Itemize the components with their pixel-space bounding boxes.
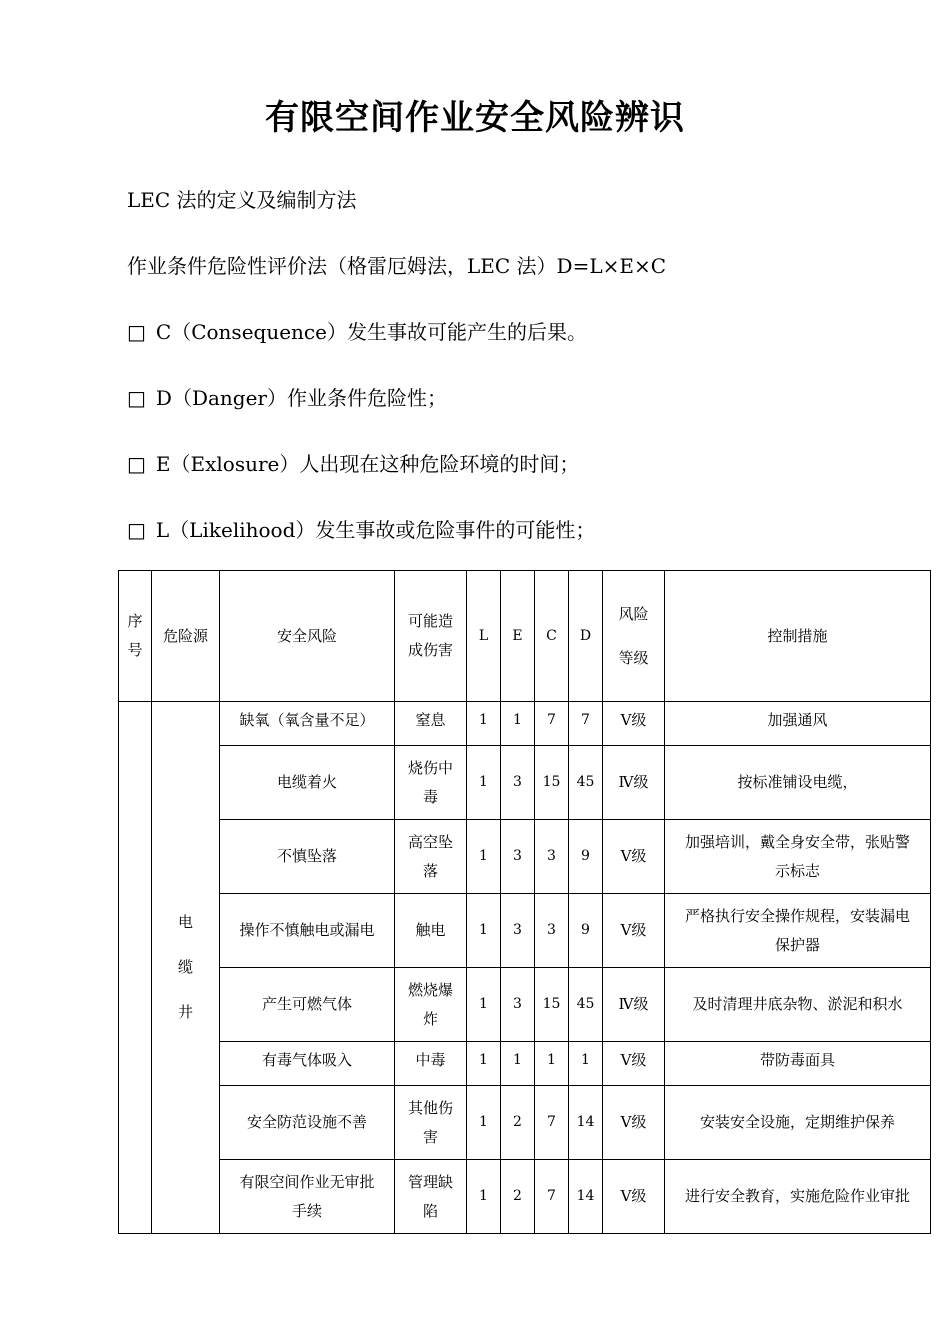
- paragraph-text: LEC 法的定义及编制方法: [127, 188, 357, 212]
- risk-cell: 有毒气体吸入: [220, 1042, 395, 1086]
- measures-cell: 进行安全教育，实施危险作业审批: [665, 1160, 931, 1234]
- e-cell: 2: [501, 1086, 535, 1160]
- c-cell: 15: [535, 746, 569, 820]
- harm-cell: 燃烧爆 炸: [395, 968, 467, 1042]
- table-row: [119, 820, 931, 894]
- measures-cell: 及时清理井底杂物、淤泥和积水: [665, 968, 931, 1042]
- harm-cell: 烧伤中 毒: [395, 746, 467, 820]
- page-title: 有限空间作业安全风险辨识: [265, 98, 685, 138]
- d-cell: 14: [569, 1160, 603, 1234]
- header-c: C: [535, 571, 569, 702]
- harm-cell: 触电: [395, 894, 467, 968]
- exposure-definition: [127, 448, 579, 477]
- c-cell: 3: [535, 820, 569, 894]
- c-cell: 15: [535, 968, 569, 1042]
- table-row: [119, 702, 931, 746]
- l-cell: 1: [467, 1160, 501, 1234]
- d-cell: 9: [569, 894, 603, 968]
- e-cell: 3: [501, 820, 535, 894]
- paragraph-text: E（Exlosure）人出现在这种危险环境的时间；: [155, 452, 580, 476]
- table-row: [119, 1160, 931, 1234]
- risk-cell: 不慎坠落: [220, 820, 395, 894]
- l-cell: 1: [467, 702, 501, 746]
- risk-cell: 有限空间作业无审批 手续: [220, 1160, 395, 1234]
- table-header-row: [119, 571, 931, 702]
- measures-cell: 加强通风: [665, 702, 931, 746]
- table-row: [119, 1086, 931, 1160]
- header-risk: 安全风险: [220, 571, 395, 702]
- seq-cell: [119, 702, 152, 1234]
- checkbox-icon: □: [127, 518, 146, 542]
- d-cell: 45: [569, 746, 603, 820]
- risk-cell: 缺氧（氧含量不足）: [220, 702, 395, 746]
- l-cell: 1: [467, 1042, 501, 1086]
- level-cell: Ⅳ级: [603, 968, 665, 1042]
- e-cell: 3: [501, 894, 535, 968]
- paragraph-text: L（Likelihood）发生事故或危险事件的可能性；: [155, 518, 596, 542]
- d-cell: 45: [569, 968, 603, 1042]
- paragraph-text: 作业条件危险性评价法（格雷厄姆法，LEC 法）D=L×E×C: [127, 254, 667, 278]
- harm-cell: 中毒: [395, 1042, 467, 1086]
- header-harm: 可能造 成伤害: [395, 571, 467, 702]
- d-cell: 1: [569, 1042, 603, 1086]
- table-row: [119, 746, 931, 820]
- c-cell: 7: [535, 1160, 569, 1234]
- table-row: [119, 894, 931, 968]
- header-d: D: [569, 571, 603, 702]
- l-cell: 1: [467, 820, 501, 894]
- checkbox-icon: □: [127, 452, 146, 476]
- e-cell: 1: [501, 1042, 535, 1086]
- harm-cell: 其他伤 害: [395, 1086, 467, 1160]
- risk-cell: 安全防范设施不善: [220, 1086, 395, 1160]
- level-cell: Ⅴ级: [603, 1086, 665, 1160]
- c-cell: 7: [535, 702, 569, 746]
- table-row: [119, 1042, 931, 1086]
- level-cell: Ⅴ级: [603, 702, 665, 746]
- e-cell: 1: [501, 702, 535, 746]
- header-hazard-source: 危险源: [152, 571, 220, 702]
- c-cell: 7: [535, 1086, 569, 1160]
- d-cell: 9: [569, 820, 603, 894]
- measures-cell: 严格执行安全操作规程，安装漏电 保护器: [665, 894, 931, 968]
- measures-cell: 安装安全设施，定期维护保养: [665, 1086, 931, 1160]
- paragraph-text: C（Consequence）发生事故可能产生的后果。: [155, 320, 587, 344]
- harm-cell: 窒息: [395, 702, 467, 746]
- e-cell: 3: [501, 968, 535, 1042]
- e-cell: 3: [501, 746, 535, 820]
- risk-cell: 操作不慎触电或漏电: [220, 894, 395, 968]
- level-cell: Ⅴ级: [603, 820, 665, 894]
- table-row: [119, 968, 931, 1042]
- risk-cell: 产生可燃气体: [220, 968, 395, 1042]
- likelihood-definition: [127, 514, 595, 543]
- l-cell: 1: [467, 1086, 501, 1160]
- header-control-measures: 控制措施: [665, 571, 931, 702]
- level-cell: Ⅴ级: [603, 1160, 665, 1234]
- consequence-definition: [127, 316, 587, 345]
- c-cell: 3: [535, 894, 569, 968]
- d-cell: 14: [569, 1086, 603, 1160]
- header-e: E: [501, 571, 535, 702]
- c-cell: 1: [535, 1042, 569, 1086]
- e-cell: 2: [501, 1160, 535, 1234]
- harm-cell: 高空坠 落: [395, 820, 467, 894]
- paragraph-text: D（Danger）作业条件危险性；: [155, 386, 447, 410]
- header-risk-level: 风险 等级: [603, 571, 665, 702]
- level-cell: Ⅴ级: [603, 1042, 665, 1086]
- harm-cell: 管理缺 陷: [395, 1160, 467, 1234]
- d-cell: 7: [569, 702, 603, 746]
- checkbox-icon: □: [127, 386, 146, 410]
- measures-cell: 加强培训，戴全身安全带，张贴警 示标志: [665, 820, 931, 894]
- checkbox-icon: □: [127, 320, 146, 344]
- header-seq: 序 号: [119, 571, 152, 702]
- danger-definition: [127, 382, 447, 411]
- lec-formula-line: [127, 250, 666, 279]
- l-cell: 1: [467, 894, 501, 968]
- level-cell: Ⅳ级: [603, 746, 665, 820]
- risk-cell: 电缆着火: [220, 746, 395, 820]
- l-cell: 1: [467, 968, 501, 1042]
- risk-assessment-table: [118, 570, 931, 1234]
- level-cell: Ⅴ级: [603, 894, 665, 968]
- l-cell: 1: [467, 746, 501, 820]
- lec-definition-heading: [127, 184, 357, 213]
- measures-cell: 按标准铺设电缆，: [665, 746, 931, 820]
- measures-cell: 带防毒面具: [665, 1042, 931, 1086]
- hazard-source-cell: 电 缆 井: [152, 702, 220, 1234]
- header-l: L: [467, 571, 501, 702]
